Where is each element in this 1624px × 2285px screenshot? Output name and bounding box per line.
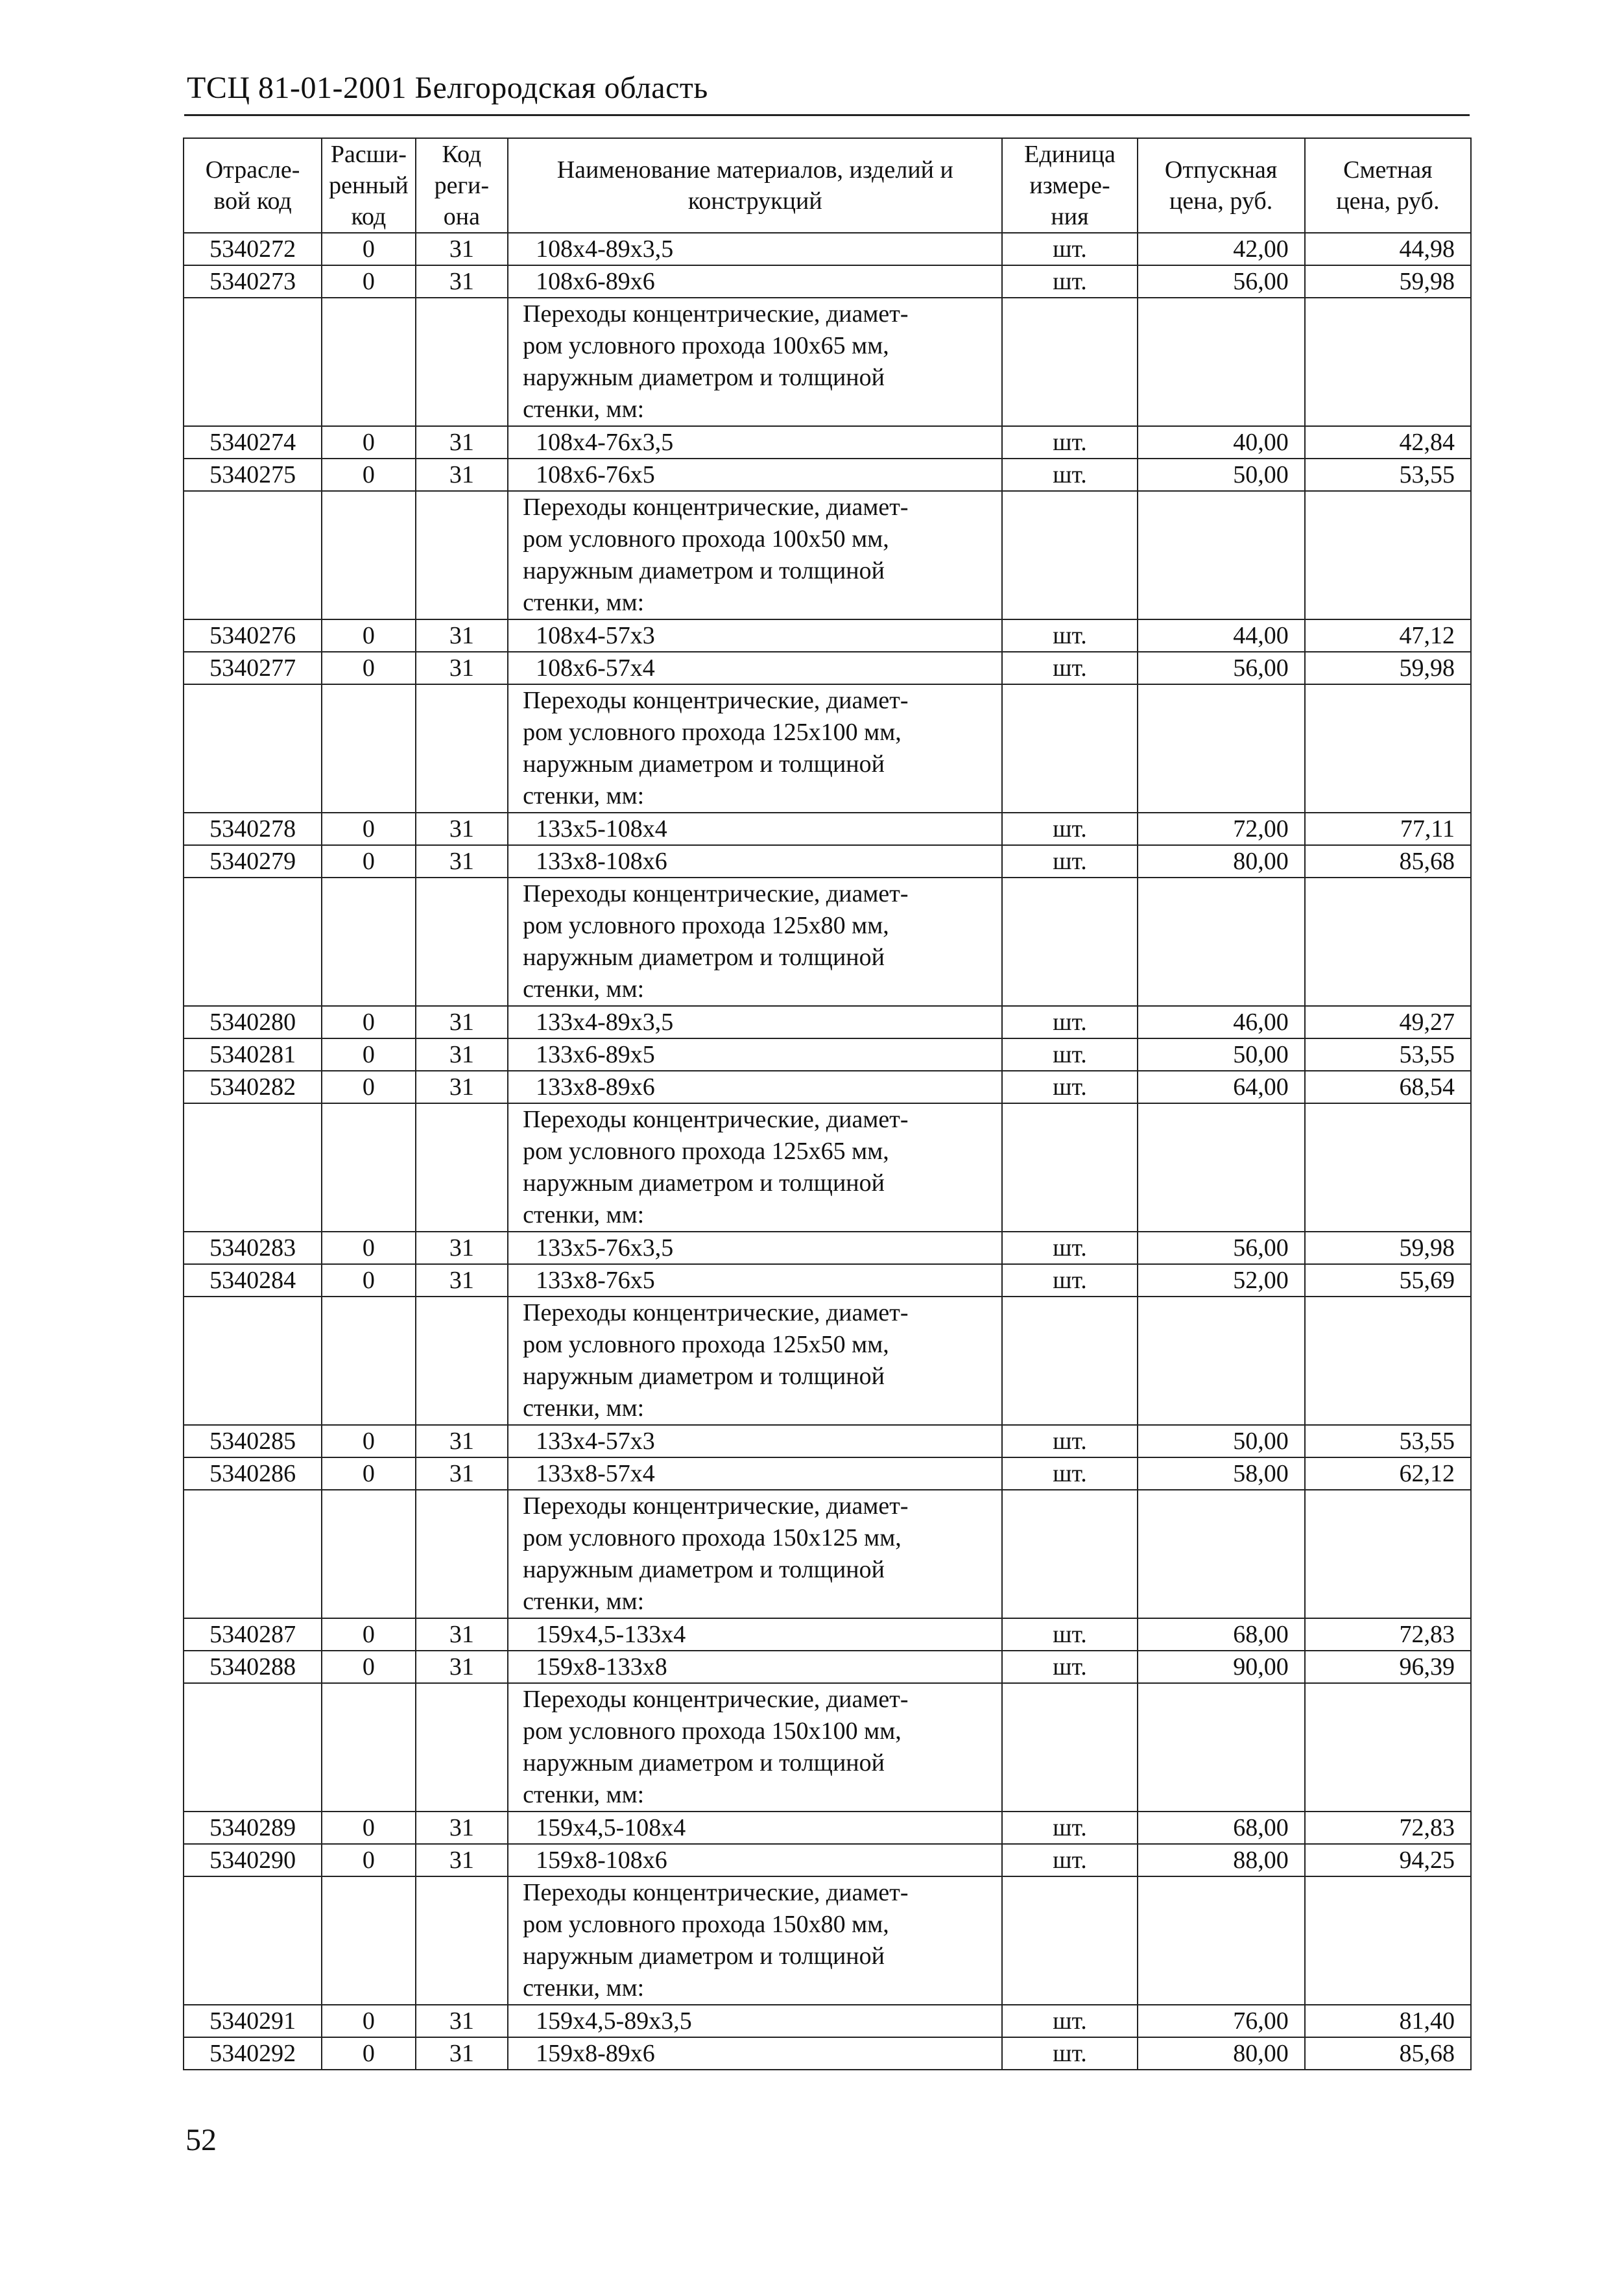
- cell-release-price: 50,00: [1138, 1038, 1305, 1071]
- cell-region-code: 31: [416, 1425, 508, 1457]
- cell-release-price: 72,00: [1138, 813, 1305, 845]
- cell-unit: шт.: [1002, 845, 1137, 878]
- empty-cell: [1138, 684, 1305, 813]
- cell-industry-code: 5340287: [184, 1618, 322, 1651]
- cell-material-name: 108x6-76x5: [508, 459, 1002, 491]
- cell-release-price: 88,00: [1138, 1844, 1305, 1876]
- cell-region-code: 31: [416, 1651, 508, 1683]
- column-header-extended-code: Расши- ренный код: [322, 138, 415, 233]
- page-number: 52: [185, 2123, 217, 2157]
- cell-unit: шт.: [1002, 1812, 1137, 1844]
- cell-region-code: 31: [416, 1038, 508, 1071]
- cell-region-code: 31: [416, 652, 508, 684]
- cell-region-code: 31: [416, 1071, 508, 1103]
- empty-cell: [1138, 491, 1305, 619]
- empty-cell: [1138, 1683, 1305, 1812]
- table-row: [184, 265, 1471, 298]
- cell-unit: шт.: [1002, 1038, 1137, 1071]
- cell-extended-code: 0: [322, 1038, 415, 1071]
- table-row: [184, 1264, 1471, 1297]
- group-heading-text: Переходы концентрические, диамет- ром условного прохода 150x100 мм, наружным диаметром и толщиной стенки, мм:: [508, 1683, 1002, 1812]
- empty-cell: [416, 298, 508, 426]
- cell-release-price: 52,00: [1138, 1264, 1305, 1297]
- cell-unit: шт.: [1002, 265, 1137, 298]
- column-header-unit: Единица измере- ния: [1002, 138, 1137, 233]
- group-heading-text: Переходы концентрические, диамет- ром условного прохода 150x80 мм, наружным диаметром и толщиной стенки, мм:: [508, 1876, 1002, 2005]
- cell-release-price: 80,00: [1138, 2037, 1305, 2070]
- table-row: [184, 1425, 1471, 1457]
- cell-region-code: 31: [416, 1618, 508, 1651]
- empty-cell: [1138, 878, 1305, 1006]
- cell-region-code: 31: [416, 619, 508, 652]
- table-body: [184, 233, 1471, 2070]
- cell-release-price: 56,00: [1138, 652, 1305, 684]
- cell-release-price: 68,00: [1138, 1618, 1305, 1651]
- group-heading-row: [184, 1103, 1471, 1232]
- cell-extended-code: 0: [322, 652, 415, 684]
- cell-estimate-price: 68,54: [1305, 1071, 1471, 1103]
- cell-unit: шт.: [1002, 1651, 1137, 1683]
- header-divider: [184, 114, 1470, 116]
- cell-material-name: 159x8-89x6: [508, 2037, 1002, 2070]
- cell-material-name: 133x4-57x3: [508, 1425, 1002, 1457]
- cell-extended-code: 0: [322, 1651, 415, 1683]
- cell-region-code: 31: [416, 813, 508, 845]
- empty-cell: [1002, 1103, 1137, 1232]
- cell-extended-code: 0: [322, 1457, 415, 1490]
- cell-estimate-price: 94,25: [1305, 1844, 1471, 1876]
- cell-region-code: 31: [416, 1844, 508, 1876]
- cell-industry-code: 5340272: [184, 233, 322, 265]
- cell-estimate-price: 59,98: [1305, 652, 1471, 684]
- cell-unit: шт.: [1002, 1071, 1137, 1103]
- empty-cell: [1002, 1876, 1137, 2005]
- cell-release-price: 58,00: [1138, 1457, 1305, 1490]
- cell-material-name: 133x5-108x4: [508, 813, 1002, 845]
- empty-cell: [1305, 298, 1471, 426]
- cell-extended-code: 0: [322, 619, 415, 652]
- cell-region-code: 31: [416, 1457, 508, 1490]
- table-row: [184, 619, 1471, 652]
- table-row: [184, 459, 1471, 491]
- cell-extended-code: 0: [322, 2037, 415, 2070]
- cell-estimate-price: 81,40: [1305, 2005, 1471, 2037]
- cell-release-price: 44,00: [1138, 619, 1305, 652]
- table-row: [184, 1651, 1471, 1683]
- empty-cell: [416, 1490, 508, 1618]
- cell-region-code: 31: [416, 2005, 508, 2037]
- empty-cell: [1002, 1490, 1137, 1618]
- table-row: [184, 1232, 1471, 1264]
- cell-industry-code: 5340274: [184, 426, 322, 459]
- cell-region-code: 31: [416, 845, 508, 878]
- cell-estimate-price: 62,12: [1305, 1457, 1471, 1490]
- table-row: [184, 426, 1471, 459]
- cell-release-price: 50,00: [1138, 459, 1305, 491]
- cell-material-name: 159x8-108x6: [508, 1844, 1002, 1876]
- cell-material-name: 108x4-57x3: [508, 619, 1002, 652]
- empty-cell: [1305, 1683, 1471, 1812]
- empty-cell: [184, 1683, 322, 1812]
- empty-cell: [1305, 684, 1471, 813]
- cell-release-price: 56,00: [1138, 1232, 1305, 1264]
- cell-region-code: 31: [416, 1006, 508, 1038]
- empty-cell: [1305, 1103, 1471, 1232]
- column-header-estimate-price: Сметная цена, руб.: [1305, 138, 1471, 233]
- cell-estimate-price: 55,69: [1305, 1264, 1471, 1297]
- cell-release-price: 68,00: [1138, 1812, 1305, 1844]
- cell-extended-code: 0: [322, 1264, 415, 1297]
- cell-estimate-price: 72,83: [1305, 1812, 1471, 1844]
- group-heading-row: [184, 1297, 1471, 1425]
- table-header-row: [184, 138, 1471, 233]
- table-row: [184, 1457, 1471, 1490]
- cell-industry-code: 5340277: [184, 652, 322, 684]
- empty-cell: [184, 298, 322, 426]
- table-row: [184, 813, 1471, 845]
- cell-region-code: 31: [416, 233, 508, 265]
- empty-cell: [1305, 491, 1471, 619]
- empty-cell: [322, 491, 415, 619]
- cell-unit: шт.: [1002, 1844, 1137, 1876]
- empty-cell: [1002, 298, 1137, 426]
- cell-extended-code: 0: [322, 1006, 415, 1038]
- empty-cell: [322, 298, 415, 426]
- empty-cell: [184, 878, 322, 1006]
- cell-estimate-price: 85,68: [1305, 845, 1471, 878]
- cell-industry-code: 5340290: [184, 1844, 322, 1876]
- cell-estimate-price: 53,55: [1305, 1425, 1471, 1457]
- cell-release-price: 50,00: [1138, 1425, 1305, 1457]
- cell-extended-code: 0: [322, 1618, 415, 1651]
- cell-industry-code: 5340280: [184, 1006, 322, 1038]
- table-row: [184, 845, 1471, 878]
- table-row: [184, 1618, 1471, 1651]
- group-heading-text: Переходы концентрические, диамет- ром условного прохода 125x65 мм, наружным диаметром и толщиной стенки, мм:: [508, 1103, 1002, 1232]
- empty-cell: [184, 684, 322, 813]
- cell-extended-code: 0: [322, 845, 415, 878]
- cell-release-price: 40,00: [1138, 426, 1305, 459]
- cell-release-price: 80,00: [1138, 845, 1305, 878]
- column-header-region-code: Код реги- она: [416, 138, 508, 233]
- cell-release-price: 76,00: [1138, 2005, 1305, 2037]
- empty-cell: [1305, 878, 1471, 1006]
- table-row: [184, 1844, 1471, 1876]
- group-heading-row: [184, 491, 1471, 619]
- group-heading-row: [184, 1490, 1471, 1618]
- empty-cell: [1002, 878, 1137, 1006]
- cell-material-name: 133x5-76x3,5: [508, 1232, 1002, 1264]
- cell-region-code: 31: [416, 2037, 508, 2070]
- empty-cell: [322, 1683, 415, 1812]
- column-header-material-name: Наименование материалов, изделий и конструкций: [508, 138, 1002, 233]
- empty-cell: [1002, 1297, 1137, 1425]
- empty-cell: [1002, 1683, 1137, 1812]
- table-row: [184, 1038, 1471, 1071]
- cell-release-price: 42,00: [1138, 233, 1305, 265]
- empty-cell: [322, 1297, 415, 1425]
- empty-cell: [416, 878, 508, 1006]
- group-heading-row: [184, 298, 1471, 426]
- empty-cell: [1002, 491, 1137, 619]
- cell-material-name: 133x8-57x4: [508, 1457, 1002, 1490]
- empty-cell: [1138, 1490, 1305, 1618]
- group-heading-row: [184, 684, 1471, 813]
- cell-material-name: 159x4,5-108x4: [508, 1812, 1002, 1844]
- cell-extended-code: 0: [322, 233, 415, 265]
- cell-extended-code: 0: [322, 265, 415, 298]
- cell-industry-code: 5340273: [184, 265, 322, 298]
- cell-estimate-price: 72,83: [1305, 1618, 1471, 1651]
- cell-release-price: 64,00: [1138, 1071, 1305, 1103]
- cell-material-name: 108x4-76x3,5: [508, 426, 1002, 459]
- cell-unit: шт.: [1002, 459, 1137, 491]
- empty-cell: [1305, 1876, 1471, 2005]
- cell-material-name: 108x6-89x6: [508, 265, 1002, 298]
- cell-estimate-price: 59,98: [1305, 265, 1471, 298]
- cell-estimate-price: 85,68: [1305, 2037, 1471, 2070]
- cell-estimate-price: 96,39: [1305, 1651, 1471, 1683]
- cell-unit: шт.: [1002, 652, 1137, 684]
- empty-cell: [184, 1490, 322, 1618]
- cell-material-name: 133x4-89x3,5: [508, 1006, 1002, 1038]
- empty-cell: [1305, 1297, 1471, 1425]
- empty-cell: [1305, 1490, 1471, 1618]
- cell-industry-code: 5340284: [184, 1264, 322, 1297]
- empty-cell: [184, 1297, 322, 1425]
- cell-industry-code: 5340288: [184, 1651, 322, 1683]
- cell-extended-code: 0: [322, 1844, 415, 1876]
- cell-extended-code: 0: [322, 1232, 415, 1264]
- empty-cell: [416, 684, 508, 813]
- cell-material-name: 159x4,5-89x3,5: [508, 2005, 1002, 2037]
- group-heading-text: Переходы концентрические, диамет- ром условного прохода 100x65 мм, наружным диаметром и толщиной стенки, мм:: [508, 298, 1002, 426]
- empty-cell: [322, 878, 415, 1006]
- cell-industry-code: 5340282: [184, 1071, 322, 1103]
- table-row: [184, 233, 1471, 265]
- cell-industry-code: 5340292: [184, 2037, 322, 2070]
- empty-cell: [416, 1297, 508, 1425]
- group-heading-text: Переходы концентрические, диамет- ром условного прохода 125x100 мм, наружным диаметром и толщиной стенки, мм:: [508, 684, 1002, 813]
- cell-unit: шт.: [1002, 233, 1137, 265]
- empty-cell: [416, 491, 508, 619]
- empty-cell: [416, 1683, 508, 1812]
- cell-unit: шт.: [1002, 1618, 1137, 1651]
- column-header-industry-code: Отрасле- вой код: [184, 138, 322, 233]
- cell-extended-code: 0: [322, 2005, 415, 2037]
- cell-region-code: 31: [416, 265, 508, 298]
- cell-estimate-price: 77,11: [1305, 813, 1471, 845]
- cell-unit: шт.: [1002, 1264, 1137, 1297]
- cell-unit: шт.: [1002, 1457, 1137, 1490]
- cell-estimate-price: 59,98: [1305, 1232, 1471, 1264]
- cell-release-price: 56,00: [1138, 265, 1305, 298]
- cell-release-price: 46,00: [1138, 1006, 1305, 1038]
- group-heading-row: [184, 1683, 1471, 1812]
- cell-release-price: 90,00: [1138, 1651, 1305, 1683]
- group-heading-row: [184, 1876, 1471, 2005]
- cell-industry-code: 5340289: [184, 1812, 322, 1844]
- cell-unit: шт.: [1002, 1425, 1137, 1457]
- empty-cell: [322, 1876, 415, 2005]
- cell-extended-code: 0: [322, 1425, 415, 1457]
- empty-cell: [322, 1490, 415, 1618]
- cell-estimate-price: 44,98: [1305, 233, 1471, 265]
- page-title: ТСЦ 81-01-2001 Белгородская область: [187, 71, 708, 105]
- cell-industry-code: 5340278: [184, 813, 322, 845]
- table-row: [184, 652, 1471, 684]
- cell-industry-code: 5340285: [184, 1425, 322, 1457]
- cell-extended-code: 0: [322, 426, 415, 459]
- table-row: [184, 1071, 1471, 1103]
- cell-material-name: 108x4-89x3,5: [508, 233, 1002, 265]
- cell-region-code: 31: [416, 426, 508, 459]
- price-table: [183, 138, 1472, 2070]
- empty-cell: [1138, 1297, 1305, 1425]
- cell-industry-code: 5340275: [184, 459, 322, 491]
- cell-estimate-price: 53,55: [1305, 459, 1471, 491]
- group-heading-text: Переходы концентрические, диамет- ром условного прохода 125x50 мм, наружным диаметром и толщиной стенки, мм:: [508, 1297, 1002, 1425]
- group-heading-row: [184, 878, 1471, 1006]
- cell-estimate-price: 47,12: [1305, 619, 1471, 652]
- cell-extended-code: 0: [322, 459, 415, 491]
- empty-cell: [416, 1876, 508, 2005]
- cell-estimate-price: 49,27: [1305, 1006, 1471, 1038]
- table-row: [184, 1006, 1471, 1038]
- empty-cell: [416, 1103, 508, 1232]
- group-heading-text: Переходы концентрические, диамет- ром условного прохода 150x125 мм, наружным диаметром и толщиной стенки, мм:: [508, 1490, 1002, 1618]
- cell-industry-code: 5340281: [184, 1038, 322, 1071]
- empty-cell: [184, 1103, 322, 1232]
- empty-cell: [1138, 1103, 1305, 1232]
- cell-material-name: 133x8-89x6: [508, 1071, 1002, 1103]
- table-row: [184, 2037, 1471, 2070]
- cell-industry-code: 5340283: [184, 1232, 322, 1264]
- cell-unit: шт.: [1002, 1006, 1137, 1038]
- cell-unit: шт.: [1002, 2037, 1137, 2070]
- table-row: [184, 1812, 1471, 1844]
- cell-region-code: 31: [416, 1232, 508, 1264]
- cell-extended-code: 0: [322, 1812, 415, 1844]
- cell-material-name: 108x6-57x4: [508, 652, 1002, 684]
- cell-region-code: 31: [416, 1264, 508, 1297]
- cell-estimate-price: 53,55: [1305, 1038, 1471, 1071]
- group-heading-text: Переходы концентрические, диамет- ром условного прохода 100x50 мм, наружным диаметром и толщиной стенки, мм:: [508, 491, 1002, 619]
- cell-material-name: 133x8-108x6: [508, 845, 1002, 878]
- cell-material-name: 159x8-133x8: [508, 1651, 1002, 1683]
- cell-industry-code: 5340279: [184, 845, 322, 878]
- cell-material-name: 133x8-76x5: [508, 1264, 1002, 1297]
- cell-material-name: 159x4,5-133x4: [508, 1618, 1002, 1651]
- table-row: [184, 2005, 1471, 2037]
- cell-industry-code: 5340291: [184, 2005, 322, 2037]
- column-header-release-price: Отпускная цена, руб.: [1138, 138, 1305, 233]
- cell-extended-code: 0: [322, 813, 415, 845]
- empty-cell: [322, 684, 415, 813]
- empty-cell: [184, 1876, 322, 2005]
- empty-cell: [184, 491, 322, 619]
- cell-estimate-price: 42,84: [1305, 426, 1471, 459]
- cell-industry-code: 5340286: [184, 1457, 322, 1490]
- group-heading-text: Переходы концентрические, диамет- ром условного прохода 125x80 мм, наружным диаметром и толщиной стенки, мм:: [508, 878, 1002, 1006]
- cell-unit: шт.: [1002, 2005, 1137, 2037]
- cell-unit: шт.: [1002, 1232, 1137, 1264]
- cell-unit: шт.: [1002, 619, 1137, 652]
- cell-extended-code: 0: [322, 1071, 415, 1103]
- empty-cell: [322, 1103, 415, 1232]
- empty-cell: [1138, 298, 1305, 426]
- cell-unit: шт.: [1002, 813, 1137, 845]
- cell-region-code: 31: [416, 459, 508, 491]
- empty-cell: [1138, 1876, 1305, 2005]
- empty-cell: [1002, 684, 1137, 813]
- cell-industry-code: 5340276: [184, 619, 322, 652]
- cell-material-name: 133x6-89x5: [508, 1038, 1002, 1071]
- cell-unit: шт.: [1002, 426, 1137, 459]
- cell-region-code: 31: [416, 1812, 508, 1844]
